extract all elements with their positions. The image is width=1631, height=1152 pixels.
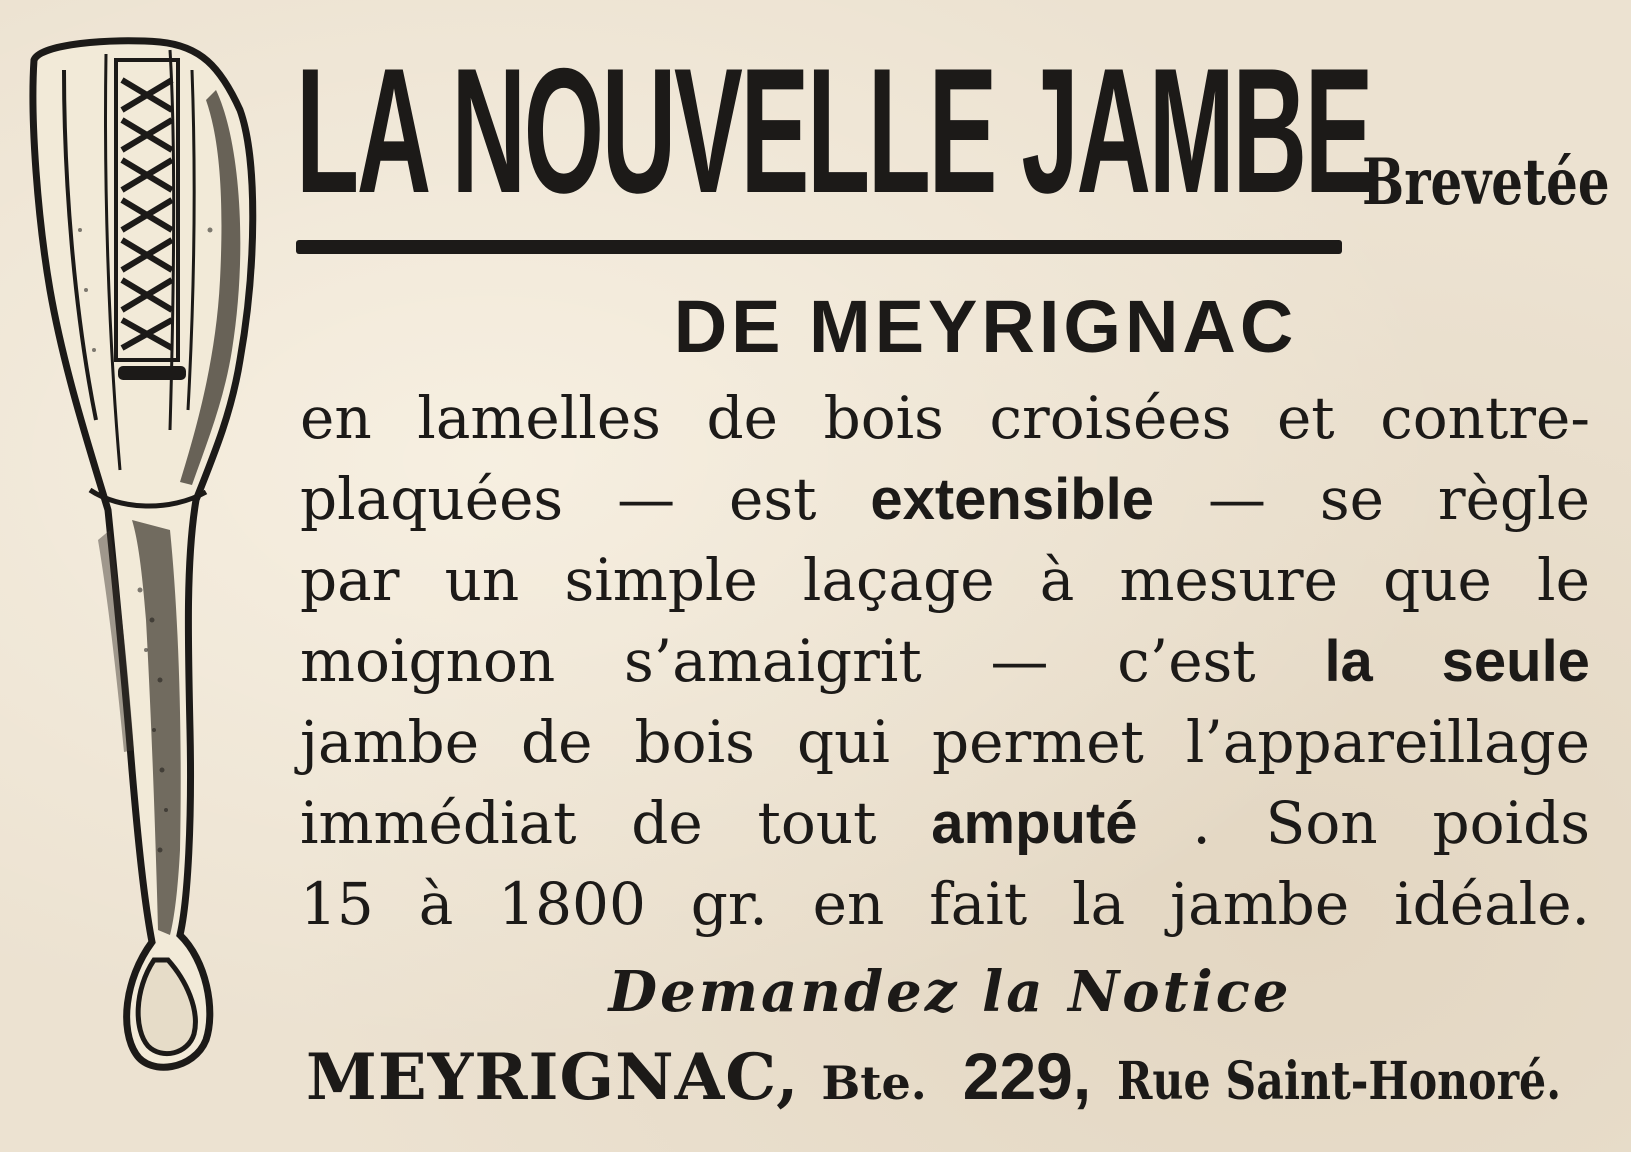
word: 15 bbox=[300, 870, 374, 938]
word: — bbox=[1207, 465, 1266, 533]
word: l’appareillage bbox=[1185, 708, 1590, 776]
body-line bbox=[300, 621, 1590, 702]
patent-abbrev: Bte. bbox=[821, 1056, 927, 1110]
word: est bbox=[729, 465, 817, 533]
word: à bbox=[1039, 546, 1075, 614]
word: plaquées bbox=[300, 465, 564, 533]
emphasized-word: la bbox=[1324, 629, 1373, 694]
emphasized-word: amputé bbox=[931, 791, 1138, 856]
body-line bbox=[300, 864, 1590, 945]
street-name: Rue Saint-Honoré. bbox=[1117, 1051, 1562, 1112]
word: idéale. bbox=[1394, 870, 1590, 938]
word: en bbox=[300, 384, 372, 452]
body-line bbox=[300, 783, 1590, 864]
body-line bbox=[300, 459, 1590, 540]
word: jambe bbox=[1170, 870, 1350, 938]
word: Son bbox=[1265, 789, 1378, 857]
wooden-prosthetic-leg-icon bbox=[20, 30, 280, 1110]
call-to-action: Demandez la Notice bbox=[608, 959, 1292, 1025]
word: et bbox=[1276, 384, 1335, 452]
word: immédiat bbox=[300, 789, 577, 857]
footer-address bbox=[306, 1038, 1596, 1122]
body-copy bbox=[300, 378, 1590, 945]
headline-rule bbox=[296, 240, 1342, 254]
word: lamelles bbox=[417, 384, 661, 452]
word: de bbox=[706, 384, 778, 452]
word: . bbox=[1192, 789, 1211, 857]
headline: LA NOUVELLE JAMBE bbox=[296, 31, 1372, 230]
body-line bbox=[300, 702, 1590, 783]
word: laçage bbox=[802, 546, 995, 614]
word: jambe bbox=[300, 708, 480, 776]
word: un bbox=[444, 546, 520, 614]
word: qui bbox=[796, 708, 890, 776]
word: — bbox=[617, 465, 676, 533]
emphasized-word: extensible bbox=[870, 467, 1155, 532]
word: croisées bbox=[989, 384, 1232, 452]
word: règle bbox=[1437, 465, 1590, 533]
word: — bbox=[990, 627, 1049, 695]
body-line bbox=[300, 540, 1590, 621]
body-line bbox=[300, 378, 1590, 459]
word: 1800 bbox=[498, 870, 646, 938]
word: en bbox=[812, 870, 885, 938]
word: s’amaigrit bbox=[624, 627, 922, 695]
word: permet bbox=[932, 708, 1144, 776]
street-number: 229, bbox=[962, 1039, 1092, 1113]
word: c’est bbox=[1117, 627, 1256, 695]
word: par bbox=[300, 546, 400, 614]
word: la bbox=[1072, 870, 1126, 938]
company-name: MEYRIGNAC, bbox=[306, 1040, 800, 1115]
word: poids bbox=[1432, 789, 1590, 857]
word: tout bbox=[757, 789, 877, 857]
emphasized-word: seule bbox=[1441, 629, 1590, 694]
word: moignon bbox=[300, 627, 556, 695]
word: à bbox=[418, 870, 454, 938]
word: de bbox=[631, 789, 703, 857]
word: le bbox=[1537, 546, 1590, 614]
patent-label: Brevetée bbox=[1362, 145, 1610, 220]
word: de bbox=[521, 708, 593, 776]
word: mesure bbox=[1119, 546, 1338, 614]
word: bois bbox=[823, 384, 944, 452]
word: se bbox=[1319, 465, 1384, 533]
word: contre- bbox=[1380, 384, 1590, 452]
word: simple bbox=[564, 546, 758, 614]
word: fait bbox=[929, 870, 1028, 938]
word: gr. bbox=[690, 870, 768, 938]
subheadline: DE MEYRIGNAC bbox=[673, 285, 1298, 368]
word: bois bbox=[634, 708, 755, 776]
word: que bbox=[1383, 546, 1492, 614]
